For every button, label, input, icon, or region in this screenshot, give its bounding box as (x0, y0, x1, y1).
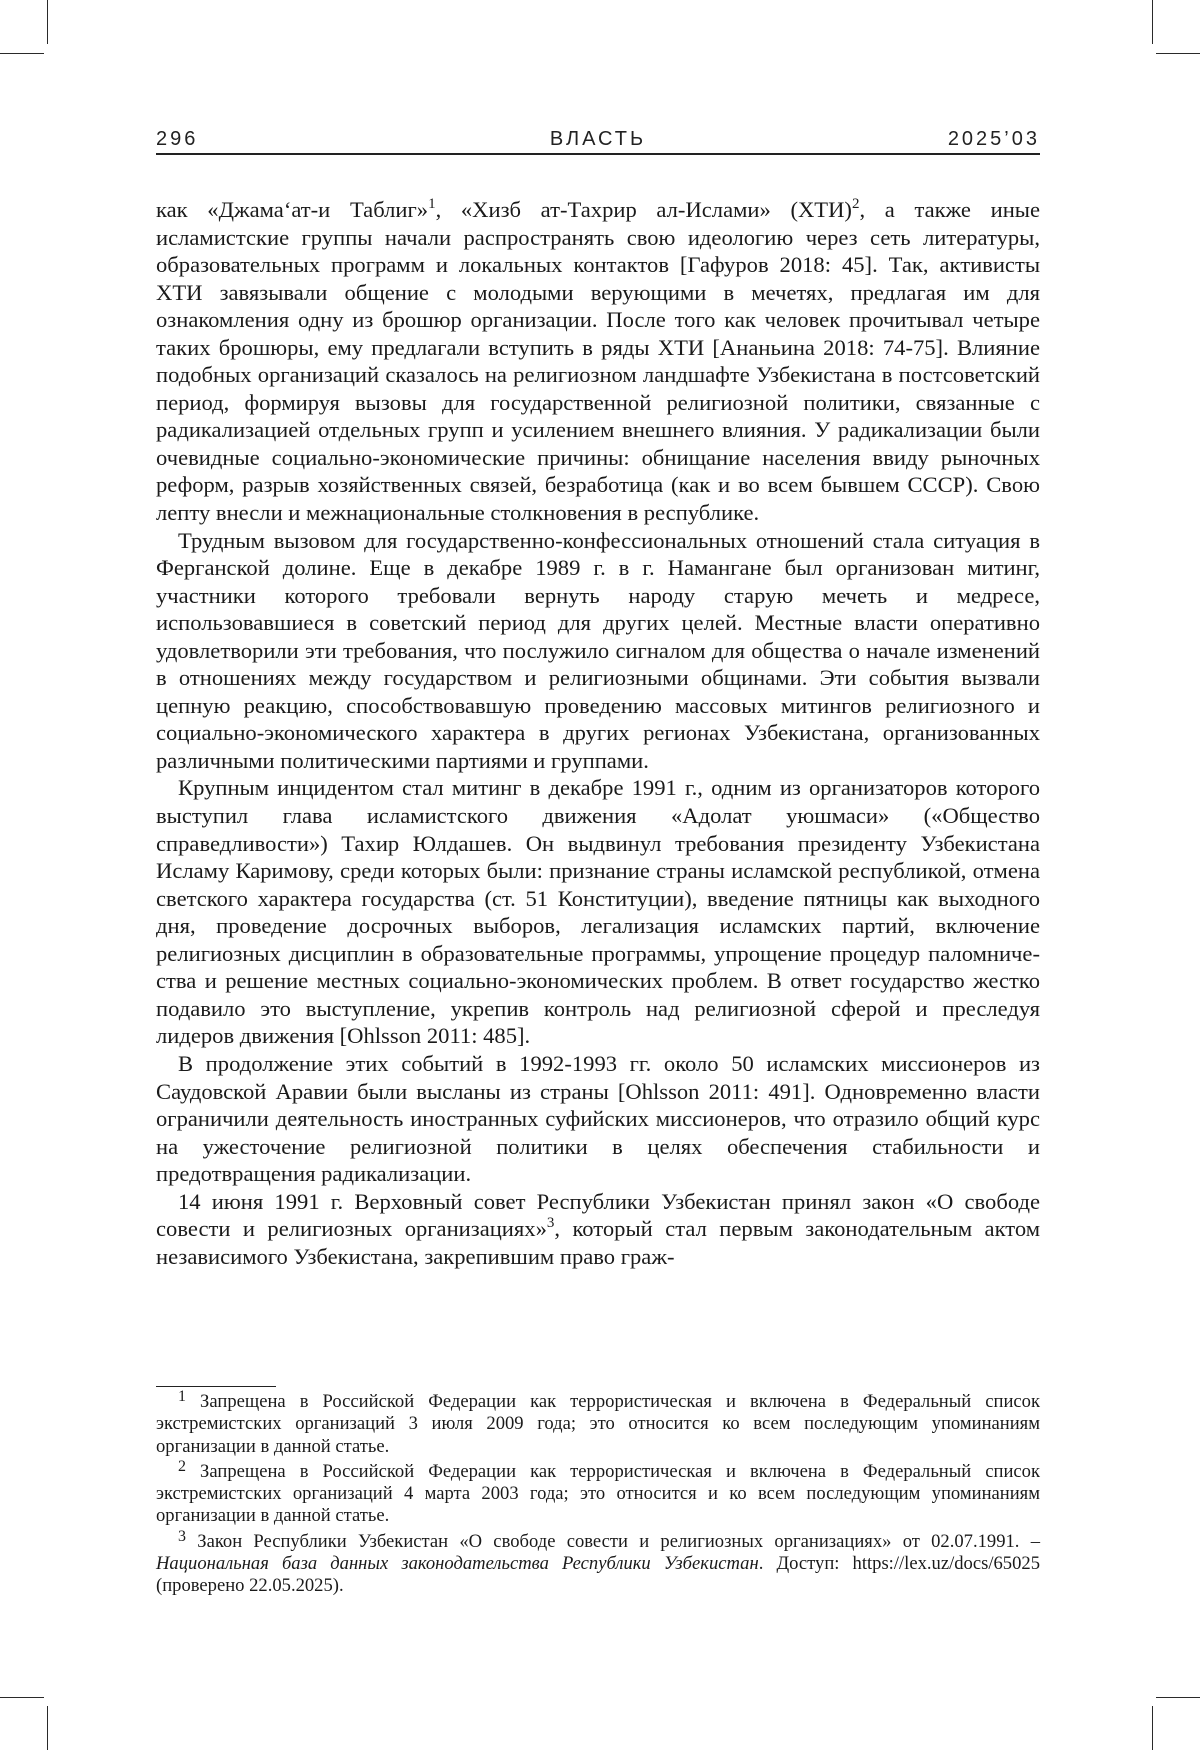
text-run: Трудным вызовом для государственно-конфессиональных отношений стала ситуация в Ферганской долине. Еще в декабре 1989 г. в г. Намангане был организован митинг, участники которого требовали вернуть народу старую мечеть и медресе, использовавшиеся в советский период для других целей. Местные власти оперативно удовлетворили эти требования, что послужило сигналом для общества о начале изменений в отношениях между государ­ством и религиозными общинами. Эти события вызвали цепную реакцию, способствовавшую проведению массовых митингов религиозного и соци­ально-экономического характера в других регионах Узбекистана, организо­ванных различными политическими партиями и группами. (156, 528, 1040, 773)
body-paragraph (156, 1050, 1040, 1188)
footnote-separator (156, 1386, 276, 1387)
footnote-ref: 2 (178, 1458, 186, 1475)
body-paragraph (156, 527, 1040, 775)
text-run: , который стал первым зако­нодательным актом независимого Узбекистана, закрепившим право граж- (156, 1216, 1040, 1269)
header-rule (156, 153, 1040, 155)
footnote-ref: 3 (547, 1215, 555, 1231)
body-paragraph (156, 1188, 1040, 1271)
body-paragraph (156, 196, 1040, 527)
body-paragraph (156, 774, 1040, 1049)
footnotes (156, 1391, 1040, 1601)
crop-mark-top-right (1152, 0, 1153, 44)
crop-mark-top-left (47, 0, 48, 44)
crop-mark-bottom-right (1152, 1706, 1153, 1750)
text-run: Запрещена в Российской Федерации как террористическая и включена в Федеральный список экстремистских организаций 3 июля 2009 года; это относится ко всем последую­щим упоминаниям организации в данной статье. (156, 1391, 1040, 1457)
crop-mark-bottom-left (47, 1706, 48, 1750)
text-run: , «Хизб ат-Тахрир ал-Ислами» (ХТИ) (436, 197, 852, 222)
crop-mark-top-right-h (1156, 53, 1200, 54)
footnote-ref: 1 (428, 196, 436, 212)
text-run: . Доступ: https://lex.uz/docs/65025 (проверено 22.05.2025). (156, 1553, 1040, 1596)
journal-title: ВЛАСТЬ (156, 128, 1040, 151)
footnote (156, 1531, 1040, 1598)
text-run: 14 июня 1991 г. Верховный совет Республики Узбекистан принял закон «О свободе совести и религиозных организациях» (156, 1189, 1040, 1242)
footnote (156, 1461, 1040, 1528)
text-run: Крупным инцидентом стал митинг в декабре 1991 г., одним из организа­торов которого выступил глава исламистского движения «Адолат уюшмаси» («Общество справедливости») Тахир Юлдашев. Он выдвинул требования президенту Узбекистана Исламу Каримову, среди которых были: признание страны исламской республикой, отмена светского характера государства (ст. 51 Конституции), введение пятницы как выходного дня, проведение досрочных выборов, легализация исламских партий, включение религиозных дисциплин в образовательные программы, упрощение процедур паломниче­ства и решение местных социально-экономических проблем. В ответ госу­дарство жестко подавило это выступление, укрепив контроль над религиоз­ной сферой и преследуя лидеров движения [Ohlsson 2011: 485]. (156, 775, 1040, 1048)
crop-mark-top-left-h (0, 53, 44, 54)
text-run: , а также иные исламистские группы начали распространять свою идеологию через сеть литературы, образовательных программ и локальных контактов [Гафуров 2018: 45]. Так, активисты ХТИ завязывали общение с молодыми верующими в мечетях, предлагая им для ознакомления одну из брошюр организации. После того как человек прочитывал четыре таких брошюры, ему предлагали вступить в ряды ХТИ [Ананьина 2018: 74-75]. Влияние подобных организаций сказалось на религиозном ландшафте Узбекистана в постсоветский период, формируя вызовы для государственной религиозной политики, связанные с радикализацией отдельных групп и усилением внешнего влияния. У радика­лизации были очевидные социально-экономические причины: обнищание населения ввиду рыночных реформ, разрыв хозяйственных связей, безрабо­тица (как и во всем бывшем СССР). Свою лепту внесли и межнациональные столкновения в республике. (156, 197, 1040, 525)
page-number: 296 (156, 128, 198, 151)
footnote-ref: 2 (852, 196, 860, 212)
text-run: В продолжение этих событий в 1992-1993 гг. около 50 исламских миссио­неров из Саудовской Аравии были высланы из страны [Ohlsson 2011: 491]. Одновременно власти ограничили деятельность иностранных суфийских миссионеров, что отразило общий курс на ужесточение религиозной поли­тики в целях обеспечения стабильности и предотвращения радикализации. (156, 1051, 1040, 1186)
crop-mark-bottom-left-h (0, 1697, 44, 1698)
running-head (156, 124, 1040, 154)
article-body (156, 196, 1040, 1270)
footnote-ref: 3 (178, 1528, 186, 1545)
issue-number: 2025’03 (948, 128, 1040, 151)
crop-mark-bottom-right-h (1156, 1697, 1200, 1698)
footnote (156, 1391, 1040, 1458)
footnote-ref: 1 (178, 1388, 186, 1405)
text-run: Закон Республики Узбекистан «О свободе совести и религиозных организациях» от 02.07.1991. – (186, 1531, 1040, 1552)
text-run: как «Джамаʻат-и Таблиг» (156, 197, 428, 222)
text-run: Запрещена в Российской Федерации как террористическая и включена в Федеральный список экстремистских организаций 4 марта 2003 года; это относится и ко всем последую­щим упоминаниям организации в данной статье. (156, 1461, 1040, 1527)
italic-source-title: Национальная база данных законодательства Республики Узбекистан (156, 1553, 759, 1574)
